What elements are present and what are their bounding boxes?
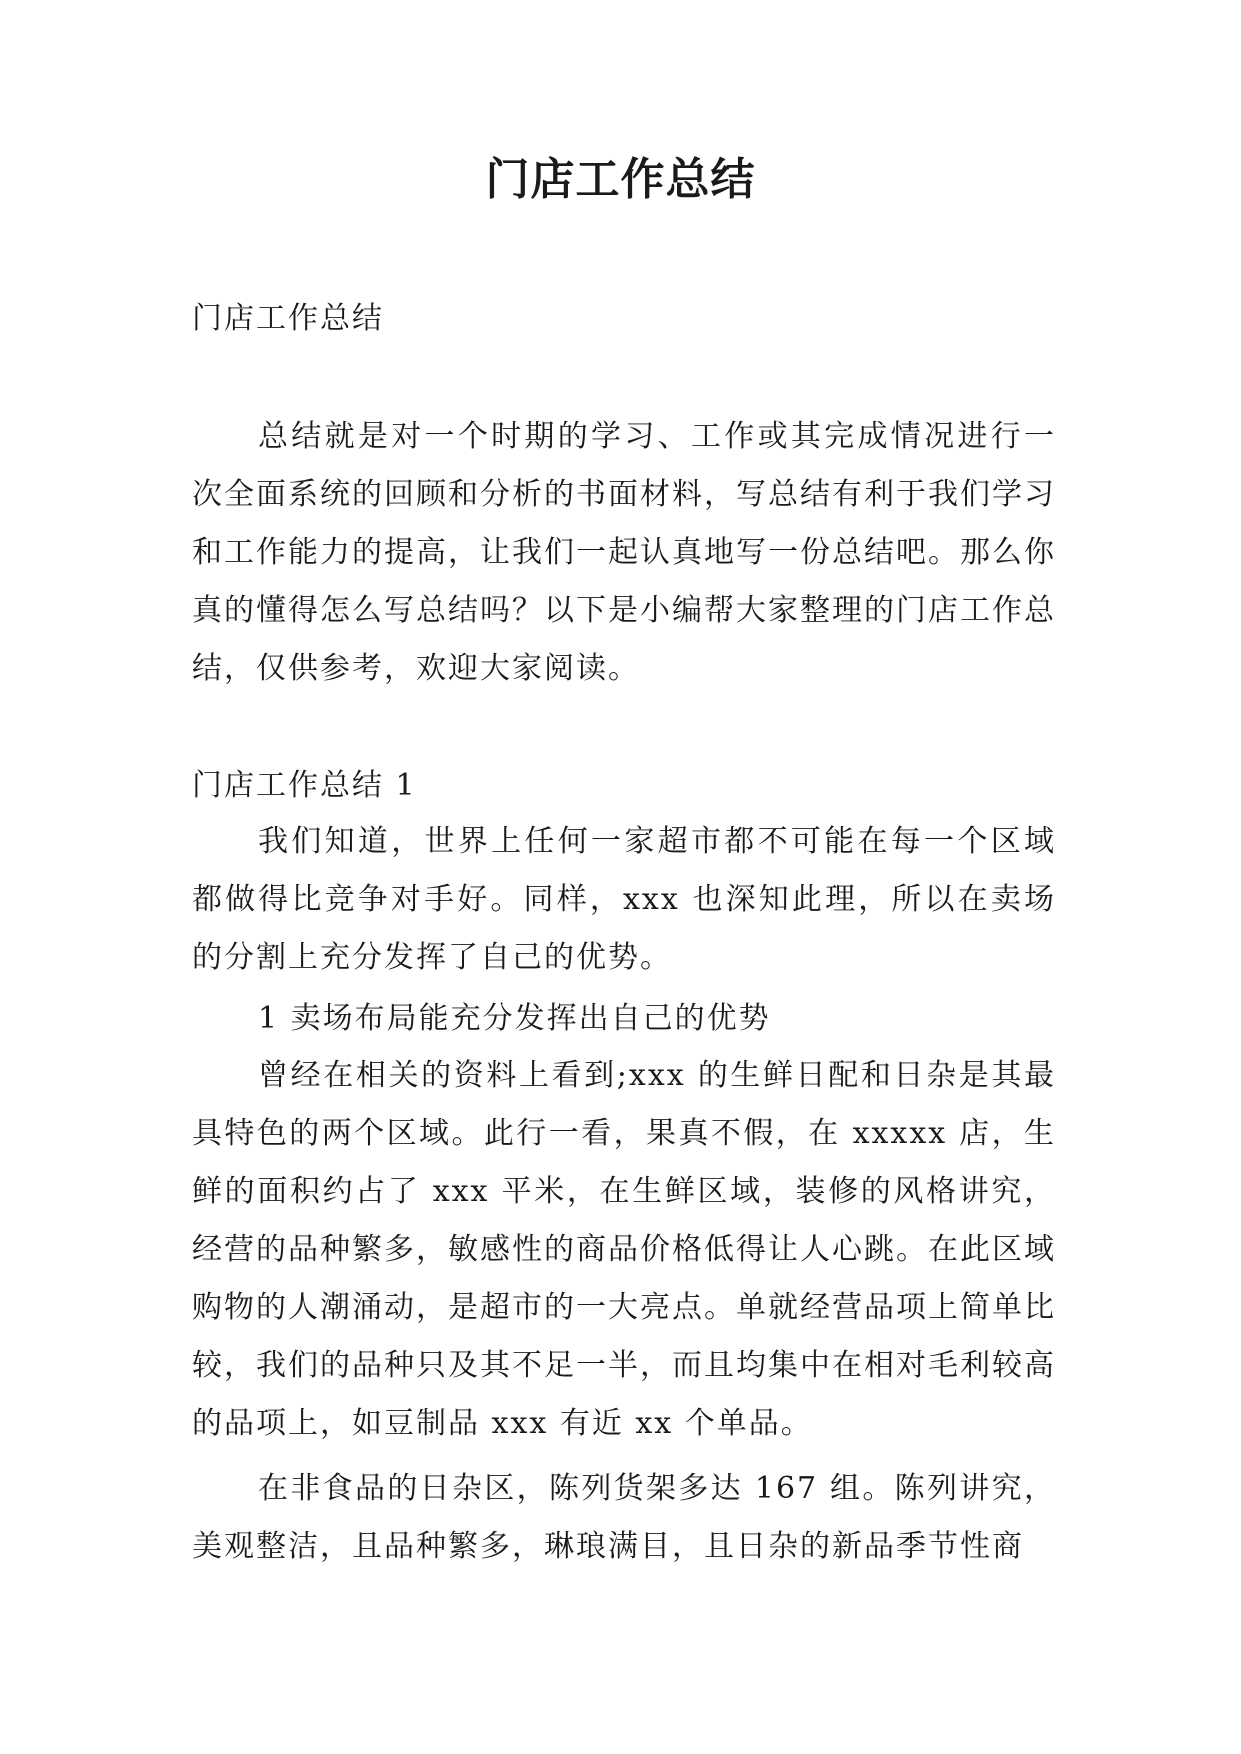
section-heading: 门店工作总结 1 [192,768,417,803]
body-paragraph: 我们知道，世界上任何一家超市都不可能在每一个区域都做得比竞争对手好。同样，xxx 也深知此理，所以在卖场的分割上充分发挥了自己的优势。 [192,824,1056,975]
document-subtitle: 门店工作总结 [192,301,384,336]
intro-paragraph: 总结就是对一个时期的学习、工作或其完成情况进行一次全面系统的回顾和分析的书面材料，写总结有利于我们学习和工作能力的提高，让我们一起认真地写一份总结吧。那么你真的懂得怎么写总结吗？以下是小编帮大家整理的门店工作总结，仅供参考，欢迎大家阅读。 [192,419,1056,686]
body-paragraph: 曾经在相关的资料上看到;xxx 的生鲜日配和日杂是其最具特色的两个区域。此行一看，果真不假，在 xxxxx 店，生鲜的面积约占了 xxx 平米，在生鲜区域，装修的风格讲究，经营的品种繁多，敏感性的商品价格低得让人心跳。在此区域购物的人潮涌动，是超市的一大亮点。单就经营品项上简单比较，我们的品种只及其不足一半，而且均集中在相对毛利较高的品项上，如豆制品 xxx 有近 xx 个单品。 [192,1058,1056,1441]
document-title: 门店工作总结 [485,154,756,205]
body-paragraph: 在非食品的日杂区，陈列货架多达 167 组。陈列讲究，美观整洁，且品种繁多，琳琅满目，且日杂的新品季节性商 [192,1471,1056,1564]
point-heading: 1 卖场布局能充分发挥出自己的优势 [258,1001,771,1036]
